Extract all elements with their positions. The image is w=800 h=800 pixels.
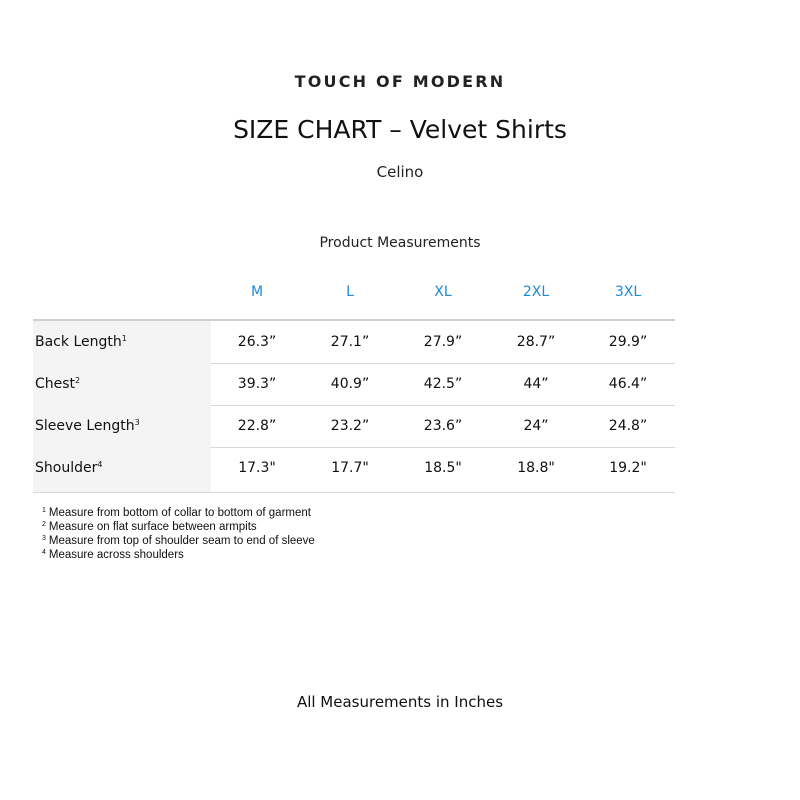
table-row-back-length xyxy=(33,321,675,364)
footnote-marker: 2 xyxy=(75,376,81,385)
row-label-cell xyxy=(33,321,211,363)
table-cell: 23.6” xyxy=(423,418,463,434)
footnote-marker: 1 xyxy=(121,334,127,343)
row-label: Shoulder$^4$ xyxy=(35,460,103,476)
table-cell: 28.7” xyxy=(516,334,556,350)
footnote-item: $^4$ Measure across shoulders xyxy=(42,549,184,561)
table-row-shoulder xyxy=(33,447,675,493)
size-header-xl: XL xyxy=(434,284,452,300)
table-row-chest xyxy=(33,363,675,406)
table-cell: 40.9” xyxy=(330,376,370,392)
size-header-l: L xyxy=(346,284,354,300)
row-label: Chest$^2$ xyxy=(35,376,81,392)
table-cell: 44” xyxy=(523,376,549,392)
size-header-2xl: 2XL xyxy=(522,284,550,300)
table-cell: 46.4” xyxy=(608,376,648,392)
page-title: SIZE CHART – Velvet Shirts xyxy=(233,115,567,144)
size-header-m: M xyxy=(250,284,264,300)
table-cell: 29.9” xyxy=(608,334,648,350)
table-row-sleeve-length xyxy=(33,405,675,448)
footnotes xyxy=(42,504,315,560)
footnote-marker: 4 xyxy=(97,460,103,469)
table-cell: 17.7" xyxy=(331,460,369,476)
table-cell: 23.2” xyxy=(330,418,370,434)
table-cell: 19.2" xyxy=(609,460,647,476)
row-label-cell xyxy=(33,405,211,447)
section-title: Product Measurements xyxy=(319,235,481,251)
row-label: Back Length$^1$ xyxy=(35,334,127,350)
table-cell: 24” xyxy=(523,418,549,434)
row-label: Sleeve Length$^3$ xyxy=(35,418,140,434)
units-note: All Measurements in Inches xyxy=(296,693,504,711)
table-cell: 26.3” xyxy=(237,334,277,350)
table-cell: 22.8” xyxy=(237,418,277,434)
table-cell: 27.9” xyxy=(423,334,463,350)
footnote-item: $^3$ Measure from top of shoulder seam to end of sleeve xyxy=(42,535,315,547)
table-cell: 27.1” xyxy=(330,334,370,350)
product-name: Celino xyxy=(376,163,424,181)
table-cell: 18.8" xyxy=(517,460,555,476)
brand-logo-text: TOUCH OF MODERN xyxy=(294,72,506,91)
row-label-cell xyxy=(33,447,211,492)
footnote-marker: 3 xyxy=(134,418,140,427)
footnote-item: $^2$ Measure on flat surface between armpits xyxy=(42,521,257,533)
table-cell: 18.5" xyxy=(424,460,462,476)
size-header-3xl: 3XL xyxy=(614,284,642,300)
table-cell: 42.5” xyxy=(423,376,463,392)
table-cell: 17.3" xyxy=(238,460,276,476)
table-cell: 39.3” xyxy=(237,376,277,392)
footnote-item: $^1$ Measure from bottom of collar to bottom of garment xyxy=(42,507,311,519)
row-label-cell xyxy=(33,363,211,405)
table-cell: 24.8” xyxy=(608,418,648,434)
